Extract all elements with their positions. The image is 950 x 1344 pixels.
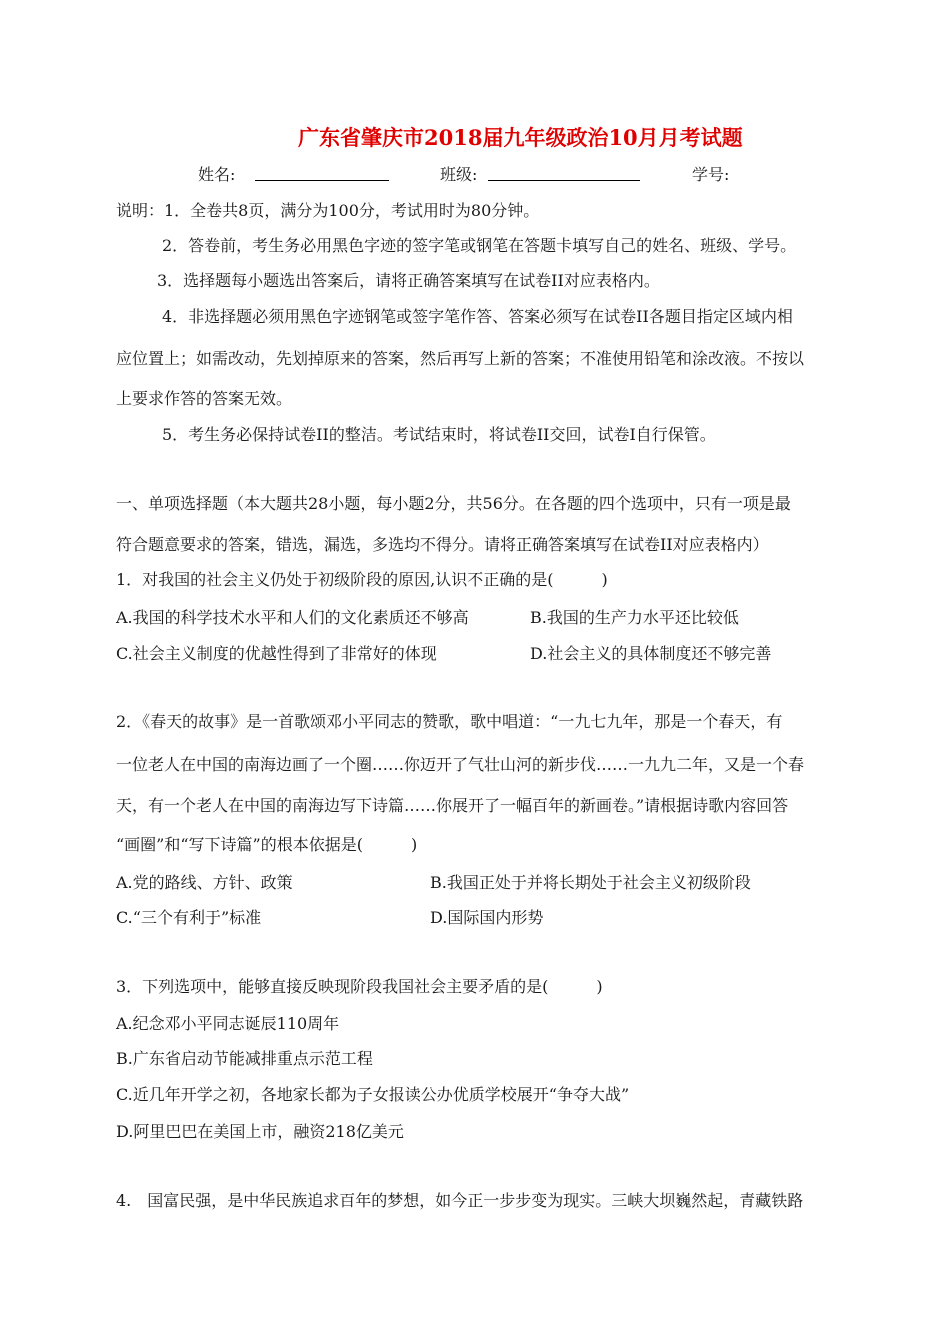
instruction-3: 3．选择题每小题选出答案后，请将正确答案填写在试卷II对应表格内。 — [157, 271, 660, 290]
section-heading: 一、单项选择题（本大题共28小题，每小题2分，共56分。在各题的四个选项中，只有一项是最 — [116, 494, 791, 513]
student-id-label: 学号: — [692, 165, 730, 184]
question-1-option-b: B.我国的生产力水平还比较低 — [530, 608, 739, 627]
class-label: 班级: — [440, 165, 478, 184]
question-2-stem-end: “画圈”和“写下诗篇”的根本依据是( ) — [116, 835, 418, 854]
instruction-2: 2．答卷前，考生务必用黑色字迹的签字笔或钢笔在答题卡填写自己的姓名、班级、学号。 — [162, 236, 797, 255]
class-blank-line[interactable] — [488, 180, 640, 181]
question-1-option-c: C.社会主义制度的优越性得到了非常好的体现 — [116, 644, 437, 663]
question-3-option-a: A.纪念邓小平同志诞辰110周年 — [116, 1014, 340, 1033]
question-1-option-a: A.我国的科学技术水平和人们的文化素质还不够高 — [116, 608, 469, 627]
question-4-stem: 4. 国富民强，是中华民族追求百年的梦想，如今正一步步变为现实。三峡大坝巍然起，青藏铁路 — [116, 1191, 804, 1210]
instruction-5: 5．考生务必保持试卷II的整洁。考试结束时，将试卷II交回，试卷I自行保管。 — [162, 425, 716, 444]
question-3-option-d: D.阿里巴巴在美国上市，融资218亿美元 — [116, 1122, 404, 1141]
exam-title: 广东省肇庆市2018届九年级政治10月月考试题 — [298, 125, 743, 150]
instruction-4-cont: 应位置上；如需改动，先划掉原来的答案，然后再写上新的答案；不准使用铅笔和涂改液。不按以 — [116, 349, 805, 368]
name-blank-line[interactable] — [255, 180, 389, 181]
question-3-option-c: C.近几年开学之初，各地家长都为子女报读公办优质学校展开“争夺大战” — [116, 1085, 630, 1104]
instruction-1: 说明：1．全卷共8页，满分为100分，考试用时为80分钟。 — [116, 201, 540, 220]
instruction-4-end: 上要求作答的答案无效。 — [116, 389, 293, 408]
question-2-option-a: A.党的路线、方针、政策 — [116, 873, 293, 892]
section-heading-cont: 符合题意要求的答案，错选，漏选，多选均不得分。请将正确答案填写在试卷II对应表格内） — [116, 535, 769, 554]
name-label: 姓名: — [198, 165, 236, 184]
question-2-stem: 2．《春天的故事》是一首歌颂邓小平同志的赞歌，歌中唱道：“一九七九年，那是一个春天，有 — [116, 712, 783, 731]
question-2-option-b: B.我国正处于并将长期处于社会主义初级阶段 — [430, 873, 751, 892]
question-2-stem-cont: 天，有一个老人在中国的南海边写下诗篇……你展开了一幅百年的新画卷。”请根据诗歌内容回答 — [116, 796, 789, 815]
question-3-stem: 3．下列选项中，能够直接反映现阶段我国社会主要矛盾的是( ) — [116, 977, 603, 996]
question-1-option-d: D.社会主义的具体制度还不够完善 — [530, 644, 772, 663]
question-3-option-b: B.广东省启动节能减排重点示范工程 — [116, 1049, 373, 1068]
question-2-stem-cont: 一位老人在中国的南海边画了一个圈……你迈开了气壮山河的新步伐……一九九二年，又是一个春 — [116, 755, 805, 774]
question-2-option-c: C.“三个有利于”标准 — [116, 908, 262, 927]
question-2-option-d: D.国际国内形势 — [430, 908, 544, 927]
question-1-stem: 1．对我国的社会主义仍处于初级阶段的原因,认识不正确的是( ) — [116, 570, 608, 589]
instruction-4: 4．非选择题必须用黑色字迹钢笔或签字笔作答、答案必须写在试卷II各题目指定区域内相 — [162, 307, 793, 326]
